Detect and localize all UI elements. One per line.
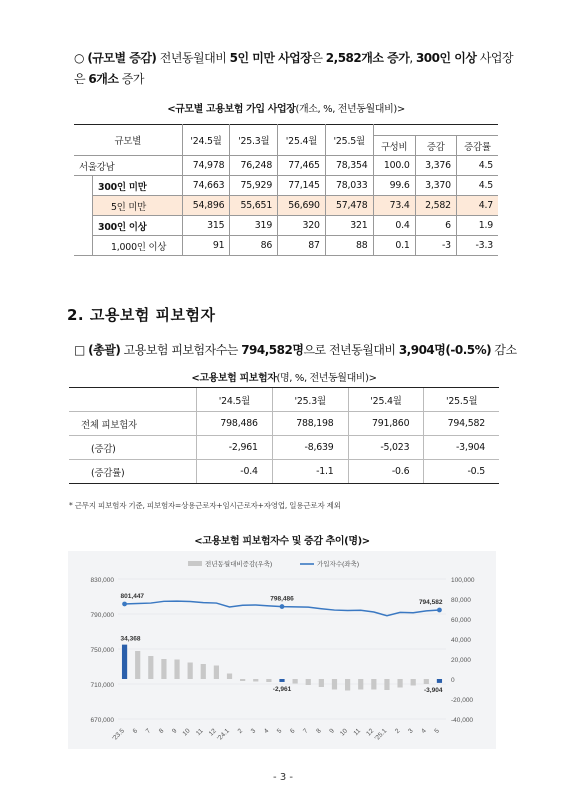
insured-summary-text — [88, 343, 516, 357]
table-row: 서울강남 74,978 76,248 77,465 78,354 100.0 3,376 4.5 — [74, 156, 498, 176]
line-point — [122, 602, 127, 607]
bar-mark — [384, 679, 389, 690]
col-size: 규모별 — [74, 125, 182, 156]
x-tick-label: 3 — [249, 727, 258, 735]
right-tick-label: 60,000 — [451, 617, 471, 624]
left-tick-label: 710,000 — [90, 682, 114, 689]
chart-svg — [68, 551, 496, 749]
bar-mark — [306, 679, 311, 685]
bar-mark — [266, 679, 271, 682]
x-tick-label: 6 — [289, 727, 297, 735]
table-row: 300인 미만 74,663 75,929 77,145 78,033 99.6 3,370 4.5 — [74, 176, 498, 196]
text-segment: 5인 미만 사업장 — [229, 51, 312, 65]
x-tick-label: '25.1 — [373, 727, 389, 743]
text-segment: 3,904명(-0.5%) — [398, 343, 492, 357]
text-segment: (규모별 증감) — [87, 51, 157, 65]
text-segment: 으로 전년동월대비 — [303, 343, 399, 357]
data-label: 794,582 — [418, 598, 443, 606]
x-tick-label: 9 — [170, 727, 179, 735]
left-tick-label: 830,000 — [90, 577, 114, 584]
bar-mark — [345, 679, 350, 691]
bar-mark — [279, 679, 284, 682]
page-number: - 3 - — [273, 772, 293, 783]
legend-bar-swatch — [188, 561, 202, 566]
x-tick-label: 2 — [393, 727, 402, 735]
bar-mark — [122, 645, 127, 679]
left-tick-label: 750,000 — [90, 647, 114, 654]
x-tick-label: 11 — [352, 727, 363, 738]
bar-mark — [214, 666, 219, 680]
text-segment: 794,582명 — [241, 343, 304, 357]
section-heading: 2. 고용보험 피보험자 — [67, 306, 216, 324]
right-tick-label: -20,000 — [451, 697, 474, 704]
bar-mark — [371, 679, 376, 690]
table1-caption: <규모별 고용보험 가입 사업장(개소, %, 전년동월대비)> — [167, 104, 405, 115]
insured-trend-chart — [68, 551, 496, 749]
text-segment: , — [409, 51, 416, 65]
right-tick-label: -40,000 — [451, 717, 474, 724]
bar-mark — [319, 679, 324, 687]
bar-mark — [332, 679, 337, 690]
x-tick-label: 2 — [236, 727, 245, 735]
bar-mark — [424, 679, 429, 684]
x-tick-label: 4 — [420, 727, 428, 735]
text-segment: (총괄) — [88, 343, 121, 357]
scale-summary-paragraph — [74, 48, 514, 90]
insured-table — [69, 387, 499, 484]
text-segment: 감소 — [491, 343, 517, 357]
table-row-highlighted: 5인 미만 54,896 55,651 56,690 57,478 73.4 2,582 4.7 — [74, 196, 498, 216]
chart-caption: <고용보험 피보험자수 및 증감 추이(명)> — [194, 536, 370, 547]
table-row: 전체 피보험자 798,486 788,198 791,860 794,582 — [69, 412, 499, 436]
text-segment: 사업장은 — [74, 51, 514, 86]
data-label: 798,486 — [270, 595, 294, 603]
right-tick-label: 80,000 — [451, 597, 471, 604]
table2-caption: <고용보험 피보험자(명, %, 전년동월대비)> — [191, 373, 377, 384]
table-row: (증감) -2,961 -8,639 -5,023 -3,904 — [69, 436, 499, 460]
bar-mark — [227, 674, 232, 680]
data-label: 34,368 — [120, 635, 141, 643]
right-tick-label: 40,000 — [451, 637, 471, 644]
bar-mark — [240, 679, 245, 681]
col-24-5: '24.5월 — [182, 125, 230, 156]
x-tick-label: 10 — [338, 727, 350, 738]
right-tick-label: 100,000 — [451, 577, 475, 584]
data-label: -3,904 — [424, 686, 443, 694]
line-point — [437, 608, 442, 613]
col-change: 증감 — [415, 136, 456, 156]
x-tick-label: 10 — [181, 727, 192, 738]
bar-mark — [161, 659, 166, 679]
table-row: 300인 이상 315 319 320 321 0.4 6 1.9 — [74, 216, 498, 236]
line-point — [280, 604, 285, 609]
insured-summary-paragraph — [74, 341, 517, 358]
bar-mark — [201, 664, 206, 679]
table-header-row: '24.5월 '25.3월 '25.4월 '25.5월 — [69, 388, 499, 412]
text-segment: 전년동월대비 — [156, 51, 230, 65]
text-segment: 6개소 — [88, 72, 119, 86]
data-label: 801,447 — [120, 592, 145, 600]
x-tick-label: 6 — [131, 727, 140, 735]
text-segment: 고용보험 피보험자수는 — [120, 343, 242, 357]
legend-bar-label: 전년동월대비증감(우축) — [205, 561, 273, 568]
col-25-5: '25.5월 — [325, 125, 373, 156]
table-row: (증감률) -0.4 -1.1 -0.6 -0.5 — [69, 460, 499, 484]
text-segment: 증가 — [118, 72, 144, 86]
table-row: 1,000인 이상 91 86 87 88 0.1 -3 -3.3 — [74, 236, 498, 256]
bar-mark — [397, 679, 402, 688]
workplace-table — [74, 124, 498, 256]
x-tick-label: 7 — [144, 727, 153, 735]
x-tick-label: 4 — [262, 727, 271, 735]
x-tick-label: 3 — [407, 727, 415, 735]
text-segment: 300인 이상 — [415, 51, 477, 65]
x-tick-label: 11 — [194, 727, 205, 738]
x-tick-label: '24.1 — [216, 727, 231, 743]
x-tick-label: 8 — [315, 727, 323, 735]
col-share: 구성비 — [373, 136, 415, 156]
circle-bullet-icon: ○ — [74, 51, 84, 65]
col-25-4: '25.4월 — [278, 125, 326, 156]
x-tick-label: '23.5 — [111, 727, 126, 743]
data-label: -2,961 — [272, 685, 292, 693]
bar-mark — [148, 656, 153, 679]
text-segment: 은 — [311, 51, 326, 65]
col-25-3: '25.3월 — [230, 125, 278, 156]
bar-mark — [293, 679, 298, 684]
col-rate: 증감률 — [456, 136, 498, 156]
bar-mark — [174, 660, 179, 680]
x-tick-label: 5 — [275, 727, 284, 735]
text-segment: 2,582개소 증가 — [325, 51, 410, 65]
x-tick-label: 5 — [433, 727, 441, 735]
x-tick-label: 9 — [328, 727, 336, 735]
bar-mark — [188, 663, 193, 680]
legend-line-label: 가입자수(좌축) — [317, 561, 360, 568]
right-tick-label: 0 — [451, 677, 455, 684]
bar-mark — [358, 679, 363, 690]
square-bullet-icon: □ — [74, 343, 85, 357]
left-tick-label: 790,000 — [90, 612, 114, 619]
footnote: * 근무지 피보험자 기준, 피보험자=상용근로자+임시근로자+자영업, 일용근로자 제외 — [69, 501, 341, 510]
bar-mark — [411, 679, 416, 686]
bar-mark — [437, 679, 442, 683]
right-tick-label: 20,000 — [451, 657, 471, 664]
scale-summary-text — [74, 51, 513, 86]
bar-mark — [253, 679, 258, 682]
bar-mark — [135, 651, 140, 679]
x-tick-label: 7 — [302, 727, 310, 735]
x-tick-label: 12 — [365, 727, 376, 738]
x-tick-label: 8 — [157, 727, 166, 735]
x-tick-label: 12 — [207, 727, 218, 738]
left-tick-label: 670,000 — [90, 717, 114, 724]
